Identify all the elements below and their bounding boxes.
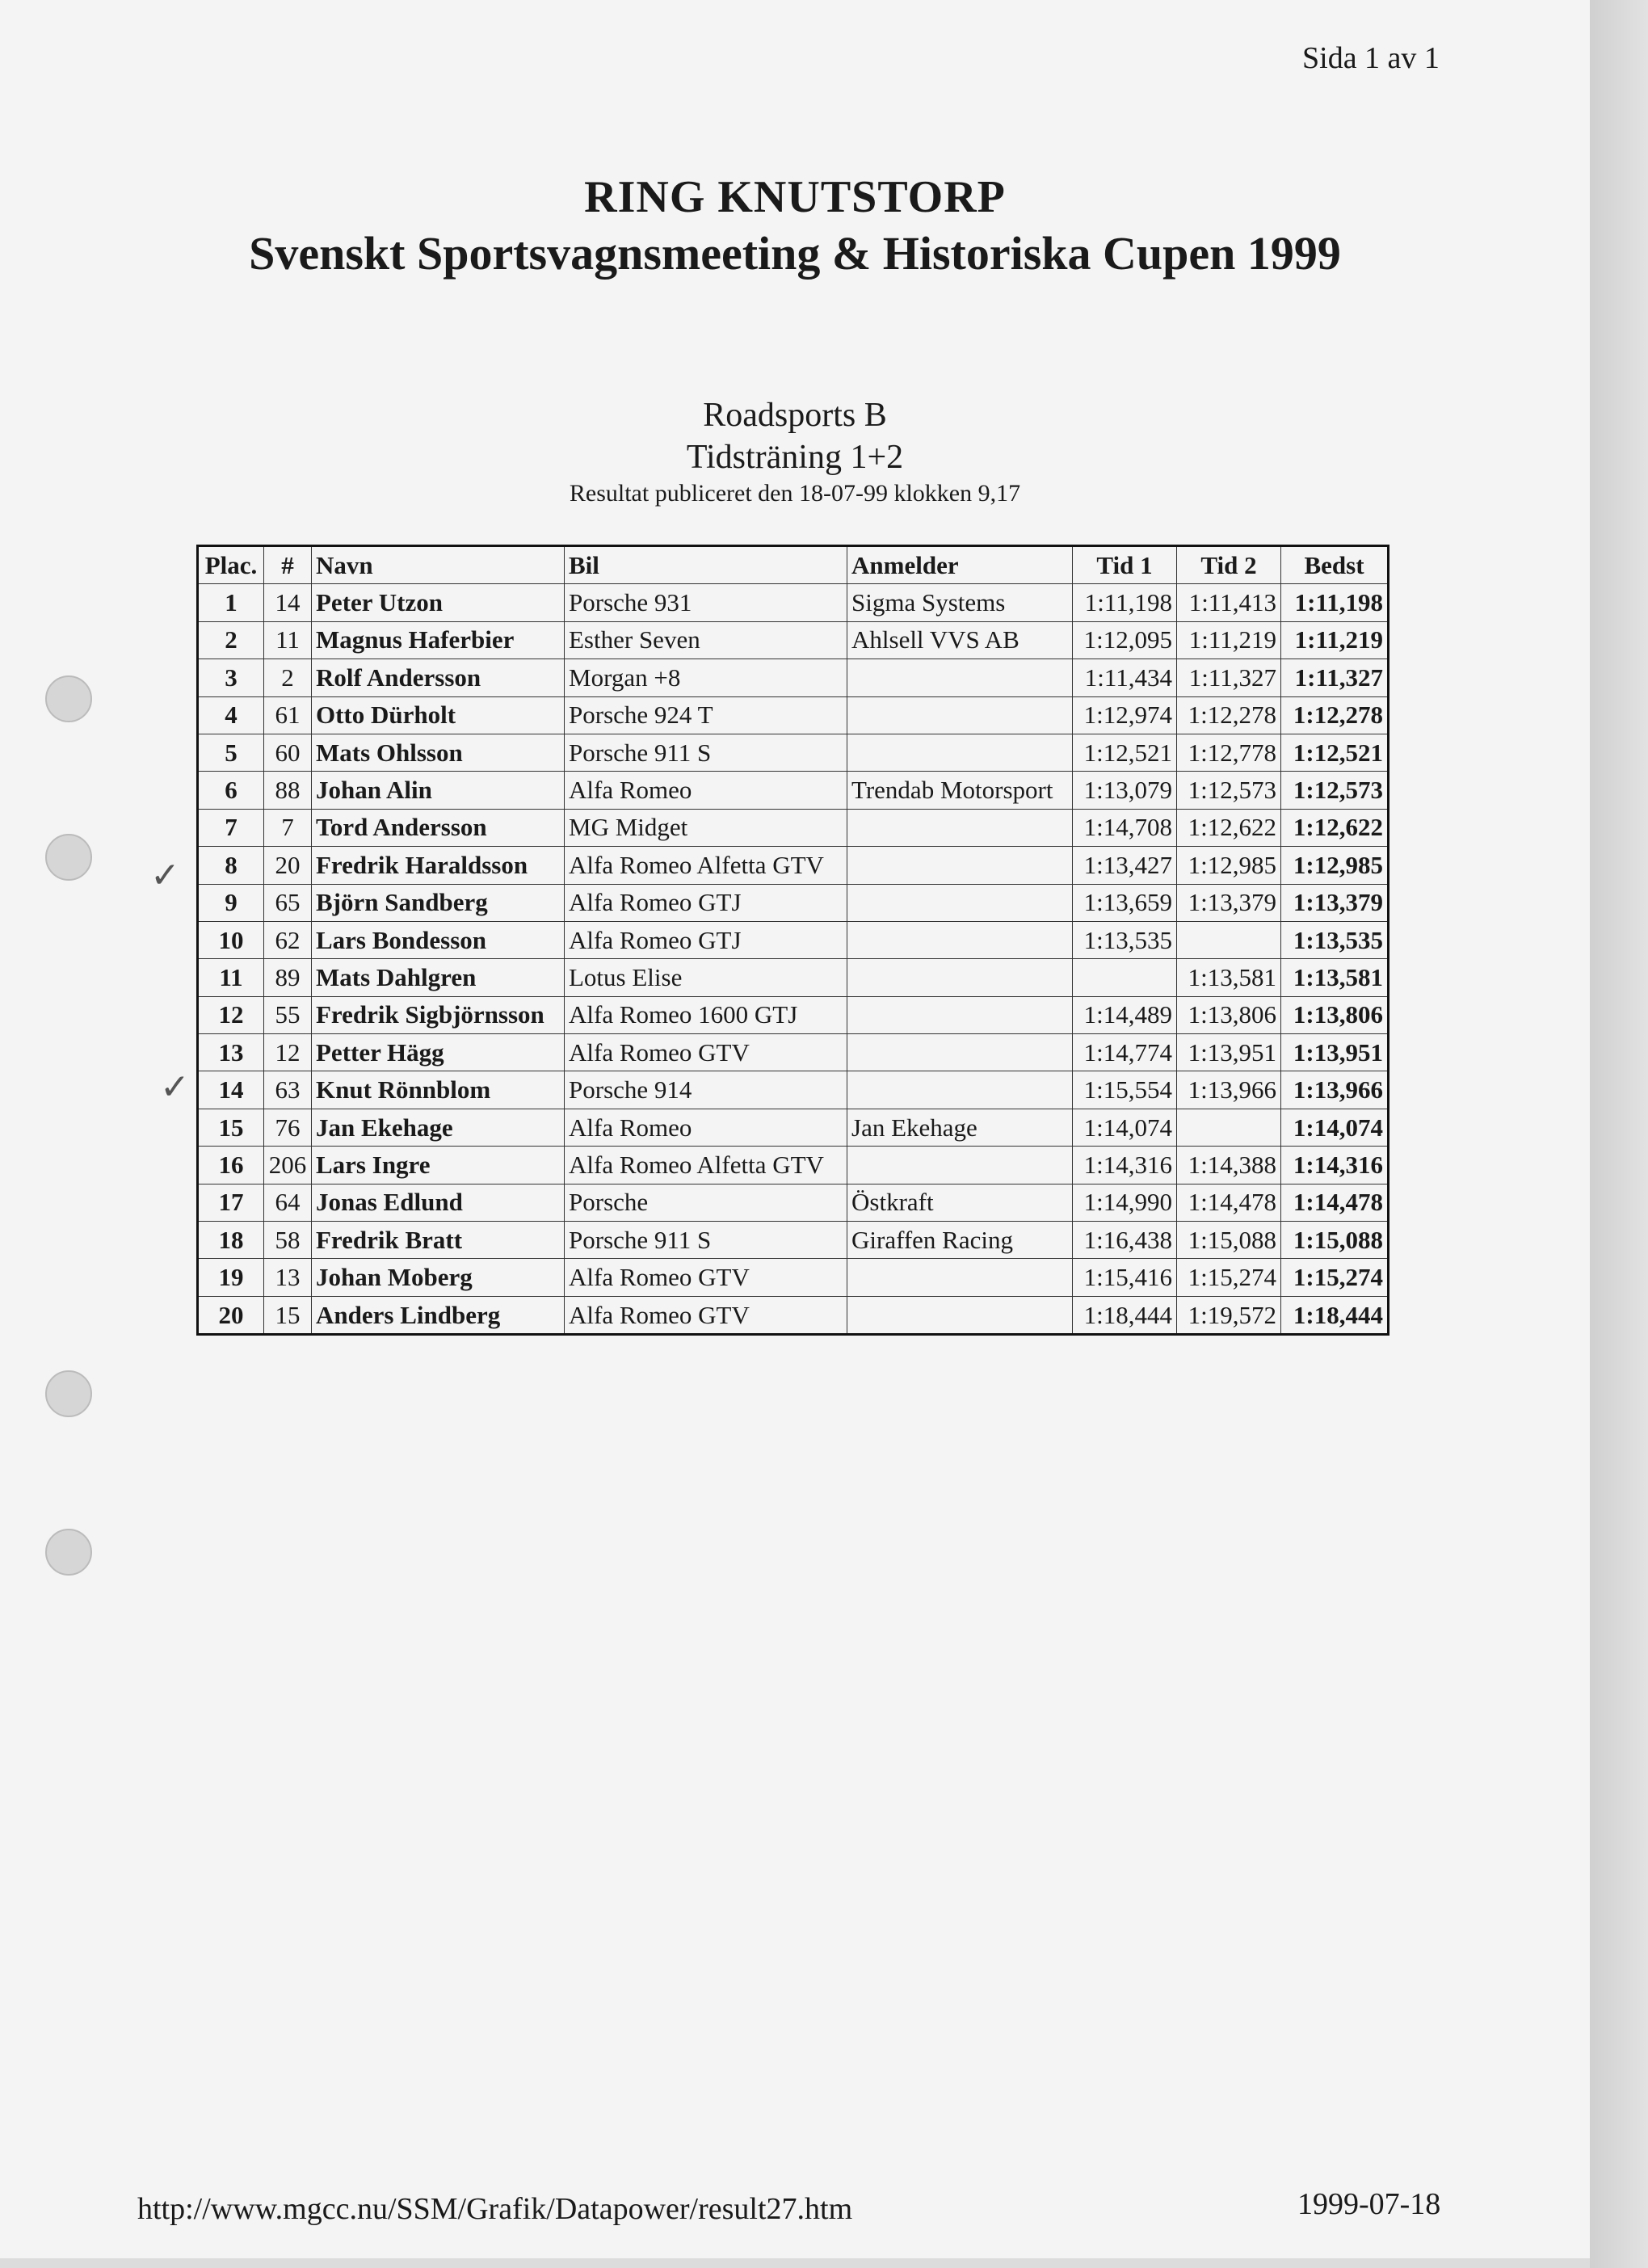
cell-car: Alfa Romeo GTV	[565, 1259, 847, 1296]
cell-car: Porsche 914	[565, 1071, 847, 1109]
cell-entrant	[847, 884, 1073, 921]
cell-number: 20	[264, 847, 312, 884]
table-row	[198, 734, 1389, 771]
cell-entrant	[847, 847, 1073, 884]
header-place: Plac.	[198, 546, 264, 584]
table-row	[198, 772, 1389, 809]
cell-time2	[1177, 921, 1281, 958]
table-row	[198, 959, 1389, 996]
cell-time1: 1:13,079	[1073, 772, 1177, 809]
cell-best-time: 1:15,274	[1281, 1259, 1389, 1296]
header-name: Navn	[312, 546, 565, 584]
cell-time1: 1:11,198	[1073, 584, 1177, 621]
cell-best-time: 1:15,088	[1281, 1222, 1389, 1259]
cell-time1: 1:16,438	[1073, 1222, 1177, 1259]
cell-best-time: 1:13,966	[1281, 1071, 1389, 1109]
cell-best-time: 1:12,985	[1281, 847, 1389, 884]
cell-place: 18	[198, 1222, 264, 1259]
cell-entrant	[847, 734, 1073, 771]
cell-car: Porsche 931	[565, 584, 847, 621]
cell-time2: 1:15,088	[1177, 1222, 1281, 1259]
cell-time1: 1:13,535	[1073, 921, 1177, 958]
cell-best-time: 1:12,573	[1281, 772, 1389, 809]
cell-entrant	[847, 959, 1073, 996]
cell-place: 6	[198, 772, 264, 809]
cell-car: Porsche	[565, 1184, 847, 1221]
binder-hole	[45, 675, 92, 722]
cell-entrant	[847, 1259, 1073, 1296]
cell-entrant	[847, 659, 1073, 696]
cell-best-time: 1:12,622	[1281, 809, 1389, 846]
cell-best-time: 1:13,806	[1281, 996, 1389, 1033]
cell-car: Alfa Romeo GTJ	[565, 921, 847, 958]
cell-best-time: 1:13,951	[1281, 1034, 1389, 1071]
handwritten-check-mark: ✓	[150, 855, 180, 896]
cell-time1: 1:14,316	[1073, 1147, 1177, 1184]
cell-place: 10	[198, 921, 264, 958]
cell-number: 63	[264, 1071, 312, 1109]
cell-car: Porsche 911 S	[565, 1222, 847, 1259]
table-row	[198, 1034, 1389, 1071]
cell-place: 8	[198, 847, 264, 884]
cell-time2: 1:19,572	[1177, 1296, 1281, 1334]
binder-hole	[45, 834, 92, 881]
cell-time1: 1:12,095	[1073, 621, 1177, 659]
cell-driver-name: Lars Bondesson	[312, 921, 565, 958]
cell-driver-name: Otto Dürholt	[312, 696, 565, 734]
cell-number: 55	[264, 996, 312, 1033]
cell-number: 60	[264, 734, 312, 771]
cell-place: 15	[198, 1109, 264, 1146]
cell-place: 5	[198, 734, 264, 771]
cell-driver-name: Mats Dahlgren	[312, 959, 565, 996]
cell-driver-name: Fredrik Haraldsson	[312, 847, 565, 884]
cell-driver-name: Rolf Andersson	[312, 659, 565, 696]
page-indicator: Sida 1 av 1	[1302, 41, 1440, 75]
cell-time2: 1:13,806	[1177, 996, 1281, 1033]
cell-place: 16	[198, 1147, 264, 1184]
cell-number: 15	[264, 1296, 312, 1334]
cell-time2: 1:15,274	[1177, 1259, 1281, 1296]
cell-place: 19	[198, 1259, 264, 1296]
session-name: Tidsträning 1+2	[686, 439, 904, 476]
cell-place: 11	[198, 959, 264, 996]
cell-entrant: Östkraft	[847, 1184, 1073, 1221]
binder-hole	[45, 1529, 92, 1576]
cell-number: 88	[264, 772, 312, 809]
cell-time2: 1:14,478	[1177, 1184, 1281, 1221]
cell-car: Alfa Romeo 1600 GTJ	[565, 996, 847, 1033]
cell-driver-name: Jonas Edlund	[312, 1184, 565, 1221]
cell-number: 64	[264, 1184, 312, 1221]
cell-place: 14	[198, 1071, 264, 1109]
header-time2: Tid 2	[1177, 546, 1281, 584]
table-row	[198, 1147, 1389, 1184]
document-subtitle: Svenskt Sportsvagnsmeeting & Historiska Cupen 1999	[249, 227, 1341, 280]
cell-time1: 1:15,554	[1073, 1071, 1177, 1109]
table-row	[198, 1184, 1389, 1221]
cell-time2: 1:13,581	[1177, 959, 1281, 996]
cell-best-time: 1:14,478	[1281, 1184, 1389, 1221]
results-table	[196, 545, 1389, 1336]
cell-number: 65	[264, 884, 312, 921]
cell-time2: 1:11,413	[1177, 584, 1281, 621]
cell-time2	[1177, 1109, 1281, 1146]
cell-number: 11	[264, 621, 312, 659]
cell-entrant: Sigma Systems	[847, 584, 1073, 621]
cell-time1: 1:13,427	[1073, 847, 1177, 884]
table-row	[198, 1109, 1389, 1146]
cell-best-time: 1:11,327	[1281, 659, 1389, 696]
header-time1: Tid 1	[1073, 546, 1177, 584]
cell-entrant	[847, 1071, 1073, 1109]
cell-time2: 1:11,219	[1177, 621, 1281, 659]
cell-car: Esther Seven	[565, 621, 847, 659]
footer-date: 1999-07-18	[1297, 2187, 1441, 2221]
cell-entrant: Jan Ekehage	[847, 1109, 1073, 1146]
cell-entrant	[847, 1034, 1073, 1071]
cell-place: 17	[198, 1184, 264, 1221]
cell-driver-name: Björn Sandberg	[312, 884, 565, 921]
cell-time1: 1:18,444	[1073, 1296, 1177, 1334]
cell-driver-name: Johan Moberg	[312, 1259, 565, 1296]
cell-best-time: 1:11,219	[1281, 621, 1389, 659]
cell-place: 4	[198, 696, 264, 734]
table-row	[198, 1259, 1389, 1296]
table-row	[198, 1071, 1389, 1109]
cell-driver-name: Lars Ingre	[312, 1147, 565, 1184]
cell-time2: 1:11,327	[1177, 659, 1281, 696]
table-row	[198, 584, 1389, 621]
cell-time1: 1:14,774	[1073, 1034, 1177, 1071]
table-row	[198, 659, 1389, 696]
cell-car: Alfa Romeo GTV	[565, 1034, 847, 1071]
cell-car: Alfa Romeo	[565, 772, 847, 809]
cell-driver-name: Jan Ekehage	[312, 1109, 565, 1146]
cell-place: 1	[198, 584, 264, 621]
cell-driver-name: Knut Rönnblom	[312, 1071, 565, 1109]
table-row	[198, 847, 1389, 884]
cell-place: 20	[198, 1296, 264, 1334]
cell-driver-name: Fredrik Sigbjörnsson	[312, 996, 565, 1033]
page-edge	[1590, 0, 1648, 2268]
cell-best-time: 1:13,379	[1281, 884, 1389, 921]
cell-number: 89	[264, 959, 312, 996]
cell-driver-name: Magnus Haferbier	[312, 621, 565, 659]
cell-number: 206	[264, 1147, 312, 1184]
table-header-row	[198, 546, 1389, 584]
cell-place: 3	[198, 659, 264, 696]
cell-time1: 1:14,990	[1073, 1184, 1177, 1221]
cell-car: Lotus Elise	[565, 959, 847, 996]
cell-entrant: Trendab Motorsport	[847, 772, 1073, 809]
table-row	[198, 884, 1389, 921]
cell-time1: 1:12,974	[1073, 696, 1177, 734]
table-row	[198, 996, 1389, 1033]
cell-entrant: Giraffen Racing	[847, 1222, 1073, 1259]
cell-entrant	[847, 996, 1073, 1033]
cell-best-time: 1:11,198	[1281, 584, 1389, 621]
cell-place: 12	[198, 996, 264, 1033]
cell-time1	[1073, 959, 1177, 996]
cell-driver-name: Petter Hägg	[312, 1034, 565, 1071]
cell-place: 13	[198, 1034, 264, 1071]
header-entrant: Anmelder	[847, 546, 1073, 584]
cell-car: Porsche 924 T	[565, 696, 847, 734]
cell-place: 7	[198, 809, 264, 846]
cell-car: MG Midget	[565, 809, 847, 846]
cell-time2: 1:12,622	[1177, 809, 1281, 846]
cell-time2: 1:13,379	[1177, 884, 1281, 921]
cell-time2: 1:12,778	[1177, 734, 1281, 771]
cell-car: Porsche 911 S	[565, 734, 847, 771]
cell-time1: 1:11,434	[1073, 659, 1177, 696]
cell-car: Alfa Romeo Alfetta GTV	[565, 847, 847, 884]
cell-time1: 1:12,521	[1073, 734, 1177, 771]
cell-time2: 1:12,278	[1177, 696, 1281, 734]
table-row	[198, 809, 1389, 846]
cell-time1: 1:13,659	[1073, 884, 1177, 921]
cell-driver-name: Johan Alin	[312, 772, 565, 809]
cell-time1: 1:15,416	[1073, 1259, 1177, 1296]
cell-best-time: 1:13,535	[1281, 921, 1389, 958]
published-note: Resultat publiceret den 18-07-99 klokken 9,17	[569, 480, 1021, 507]
cell-best-time: 1:18,444	[1281, 1296, 1389, 1334]
cell-driver-name: Tord Andersson	[312, 809, 565, 846]
cell-driver-name: Anders Lindberg	[312, 1296, 565, 1334]
cell-number: 12	[264, 1034, 312, 1071]
header-number: #	[264, 546, 312, 584]
cell-entrant	[847, 696, 1073, 734]
cell-time2: 1:14,388	[1177, 1147, 1281, 1184]
cell-entrant	[847, 1147, 1073, 1184]
cell-place: 2	[198, 621, 264, 659]
cell-time2: 1:12,985	[1177, 847, 1281, 884]
cell-number: 14	[264, 584, 312, 621]
cell-number: 13	[264, 1259, 312, 1296]
cell-time1: 1:14,708	[1073, 809, 1177, 846]
cell-number: 62	[264, 921, 312, 958]
cell-best-time: 1:12,278	[1281, 696, 1389, 734]
header-best: Bedst	[1281, 546, 1389, 584]
footer-url: http://www.mgcc.nu/SSM/Grafik/Datapower/result27.htm	[137, 2192, 853, 2226]
cell-car: Morgan +8	[565, 659, 847, 696]
cell-number: 76	[264, 1109, 312, 1146]
table-row	[198, 921, 1389, 958]
cell-best-time: 1:13,581	[1281, 959, 1389, 996]
cell-time2: 1:12,573	[1177, 772, 1281, 809]
cell-entrant	[847, 1296, 1073, 1334]
cell-entrant	[847, 921, 1073, 958]
cell-best-time: 1:14,074	[1281, 1109, 1389, 1146]
class-name: Roadsports B	[703, 397, 887, 434]
cell-entrant	[847, 809, 1073, 846]
cell-time1: 1:14,489	[1073, 996, 1177, 1033]
table-row	[198, 1222, 1389, 1259]
cell-car: Alfa Romeo	[565, 1109, 847, 1146]
table-row	[198, 1296, 1389, 1334]
results-body	[198, 584, 1389, 1335]
cell-car: Alfa Romeo GTJ	[565, 884, 847, 921]
cell-time1: 1:14,074	[1073, 1109, 1177, 1146]
cell-number: 58	[264, 1222, 312, 1259]
cell-number: 2	[264, 659, 312, 696]
cell-driver-name: Fredrik Bratt	[312, 1222, 565, 1259]
table-row	[198, 696, 1389, 734]
handwritten-check-mark: ✓	[160, 1067, 190, 1108]
cell-time2: 1:13,951	[1177, 1034, 1281, 1071]
table-row	[198, 621, 1389, 659]
cell-place: 9	[198, 884, 264, 921]
cell-best-time: 1:12,521	[1281, 734, 1389, 771]
cell-number: 61	[264, 696, 312, 734]
header-car: Bil	[565, 546, 847, 584]
cell-time2: 1:13,966	[1177, 1071, 1281, 1109]
cell-driver-name: Peter Utzon	[312, 584, 565, 621]
cell-car: Alfa Romeo Alfetta GTV	[565, 1147, 847, 1184]
cell-driver-name: Mats Ohlsson	[312, 734, 565, 771]
cell-number: 7	[264, 809, 312, 846]
cell-car: Alfa Romeo GTV	[565, 1296, 847, 1334]
cell-entrant: Ahlsell VVS AB	[847, 621, 1073, 659]
cell-best-time: 1:14,316	[1281, 1147, 1389, 1184]
document-title: RING KNUTSTORP	[584, 172, 1006, 222]
binder-hole	[45, 1370, 92, 1417]
